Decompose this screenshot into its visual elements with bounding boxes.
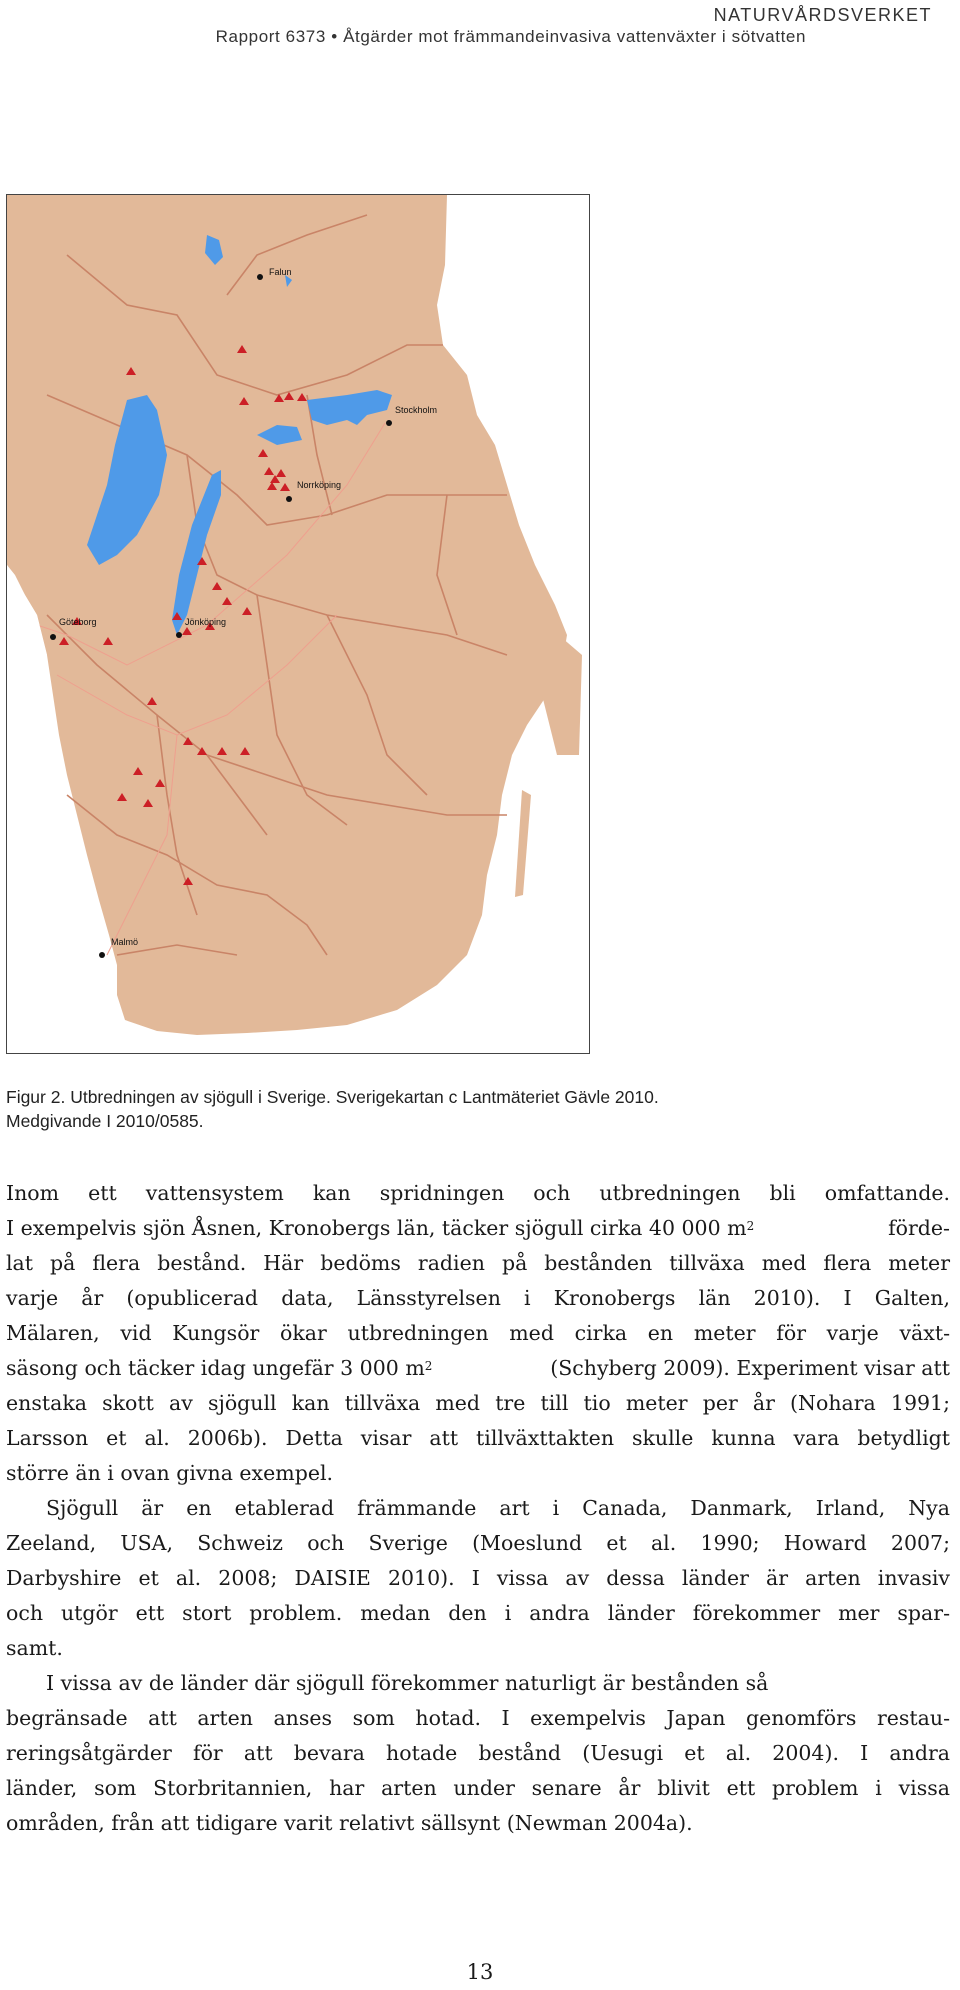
page-number: 13: [466, 1960, 494, 1984]
running-header-org: NATURVÅRDSVERKET: [713, 5, 932, 25]
text-line: I vissa av de länder där sjögull förekommer naturligt är bestånden så: [46, 1671, 769, 1695]
city-dot-stockholm: [386, 420, 392, 426]
text-line: större än i ovan givna exempel.: [6, 1461, 334, 1485]
text-line: Sjögull är en etablerad främmande art i Canada, Danmark, Irland, Nya: [46, 1496, 950, 1520]
city-label-norrkoping: Norrköping: [297, 480, 342, 490]
city-dot-norrkoping: [286, 496, 292, 502]
text-line: områden, från att tidigare varit relativt sällsynt (Newman 2004a).: [6, 1811, 693, 1835]
paragraph-1: [6, 1176, 950, 1491]
caption-line: Medgivande I 2010/0585.: [6, 1111, 204, 1131]
text-line: Larsson et al. 2006b). Detta visar att tillväxttakten skulle kunna vara betydligt: [6, 1426, 950, 1450]
map-figure: [6, 194, 590, 1054]
text-line: I exempelvis sjön Åsnen, Kronobergs län, täcker sjögull cirka 40 000 $m^2$ förde-: [6, 1216, 950, 1240]
city-dot-jonkoping: [176, 632, 182, 638]
island: [542, 625, 582, 755]
text-line: varje år (opublicerad data, Länsstyrelsen i Kronobergs län 2010). I Galten,: [6, 1286, 950, 1310]
city-dot-goteborg: [50, 634, 56, 640]
city-dot-malmo: [99, 952, 105, 958]
city-label-falun: Falun: [269, 267, 292, 277]
text-line: Zeeland, USA, Schweiz och Sverige (Moeslund et al. 1990; Howard 2007;: [6, 1531, 950, 1555]
paragraph-2: [6, 1491, 950, 1666]
text-line: Mälaren, vid Kungsör ökar utbredningen med cirka en meter för varje växt-: [6, 1321, 950, 1345]
city-label-jonkoping: Jönköping: [185, 617, 227, 627]
text-line: Darbyshire et al. 2008; DAISIE 2010). I vissa av dessa länder är arten invasiv: [6, 1566, 950, 1590]
caption-line: Figur 2. Utbredningen av sjögull i Sverige. Sverigekartan c Lantmäteriet Gävle 2010.: [6, 1087, 659, 1107]
city-label-stockholm: Stockholm: [395, 405, 438, 415]
text-line: enstaka skott av sjögull kan tillväxa med tre till tio meter per år (Nohara 1991;: [6, 1391, 950, 1415]
paragraph-3: [6, 1666, 950, 1841]
text-line: samt.: [6, 1636, 63, 1660]
city-label-malmo: Malmö: [111, 937, 139, 947]
island: [515, 790, 531, 897]
city-dot-falun: [257, 274, 263, 280]
text-line: länder, som Storbritannien, har arten under senare år blivit ett problem i vissa: [6, 1776, 950, 1800]
figure-caption: [6, 1085, 906, 1133]
text-line: begränsade att arten anses som hotad. I exempelvis Japan genomförs restau-: [6, 1706, 950, 1730]
text-line: säsong och täcker idag ungefär 3 000 $m^2$ (Schyberg 2009). Experiment visar att: [6, 1356, 950, 1380]
running-header-report: Rapport 6373 • Åtgärder mot främmandeinvasiva vattenväxter i sötvatten: [215, 27, 806, 46]
text-line: reringsåtgärder för att bevara hotade bestånd (Uesugi et al. 2004). I andra: [6, 1741, 950, 1765]
text-line: lat på flera bestånd. Här bedöms radien på bestånden tillväxa med flera meter: [6, 1251, 950, 1275]
text-line: Inom ett vattensystem kan spridningen och utbredningen bli omfattande.: [6, 1181, 950, 1205]
city-label-goteborg: Göteborg: [59, 617, 97, 627]
body-text: [6, 1176, 950, 1841]
text-line: och utgör ett stort problem. medan den i andra länder förekommer mer spar-: [6, 1601, 950, 1625]
sweden-map: [7, 195, 590, 1054]
